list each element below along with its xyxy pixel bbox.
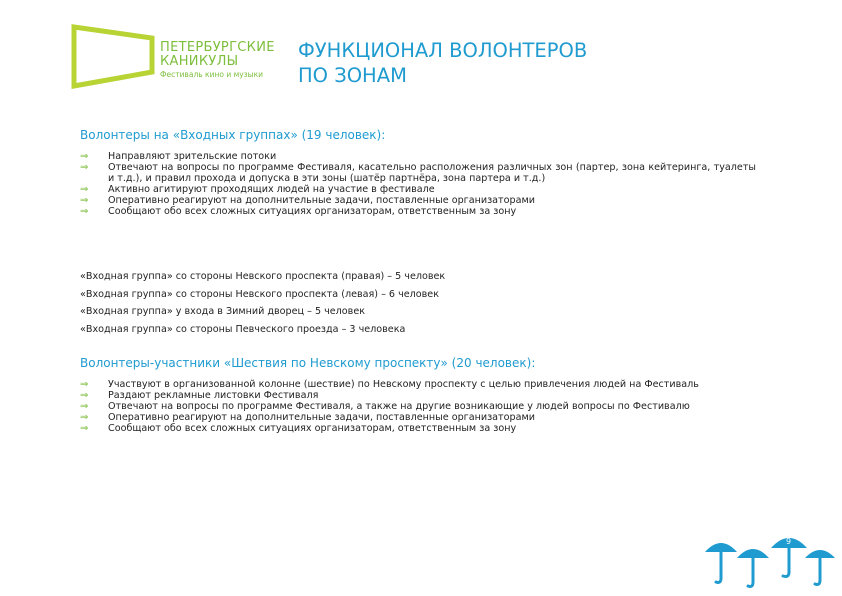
umbrella-icon bbox=[705, 543, 737, 583]
bullet-text: Активно агитируют проходящих людей на участие в фестивале bbox=[108, 184, 435, 195]
page-title-line-1: ФУНКЦИОНАЛ ВОЛОНТЕРОВ bbox=[298, 39, 588, 62]
umbrella-icon bbox=[805, 550, 835, 585]
bullet-item bbox=[80, 162, 756, 184]
bullet-item bbox=[80, 151, 756, 162]
arrow-bullet-icon: ⇒ bbox=[80, 206, 89, 217]
logo-frame-icon bbox=[71, 24, 155, 90]
arrow-bullet-icon: ⇒ bbox=[80, 379, 89, 390]
logo-subtitle: Фестиваль кино и музыки bbox=[160, 70, 264, 79]
bullet-text: Отвечают на вопросы по программе Фестиваля, а также на другие возникающие у людей вопросы по Фестивалю bbox=[108, 401, 690, 412]
page-number: 9 bbox=[786, 537, 792, 546]
umbrella-decoration bbox=[703, 530, 837, 590]
bullet-item bbox=[80, 195, 756, 206]
logo bbox=[160, 41, 275, 79]
logo-line-2: КАНИКУЛЫ bbox=[160, 54, 239, 69]
bullet-item bbox=[80, 379, 756, 390]
bullet-item bbox=[80, 412, 756, 423]
bullet-item bbox=[80, 423, 756, 434]
page-title bbox=[298, 38, 587, 88]
section2-heading: Волонтеры-участники «Шествия по Невскому проспекту» (20 человек): bbox=[80, 356, 536, 370]
bullet-text: Участвуют в организованной колонне (шествие) по Невскому проспекту с целью привлечения людей на Фестиваль bbox=[108, 379, 699, 390]
page-title-line-2: ПО ЗОНАМ bbox=[298, 64, 407, 87]
bullet-text: Раздают рекламные листовки Фестиваля bbox=[108, 390, 319, 401]
entry-group-line: «Входная группа» со стороны Невского проспекта (правая) – 5 человек bbox=[80, 271, 446, 282]
arrow-bullet-icon: ⇒ bbox=[80, 423, 89, 434]
logo-line-1: ПЕТЕРБУРГСКИЕ bbox=[160, 40, 275, 55]
bullet-text: Оперативно реагируют на дополнительные задачи, поставленные организаторами bbox=[108, 412, 535, 423]
arrow-bullet-icon: ⇒ bbox=[80, 195, 89, 206]
bullet-text: Сообщают обо всех сложных ситуациях организаторам, ответственным за зону bbox=[108, 423, 517, 434]
bullet-item bbox=[80, 401, 756, 412]
arrow-bullet-icon: ⇒ bbox=[80, 184, 89, 195]
section1-heading: Волонтеры на «Входных группах» (19 человек): bbox=[80, 128, 386, 142]
section1-bullet-list bbox=[80, 151, 756, 217]
arrow-bullet-icon: ⇒ bbox=[80, 151, 89, 162]
arrow-bullet-icon: ⇒ bbox=[80, 162, 89, 173]
arrow-bullet-icon: ⇒ bbox=[80, 390, 89, 401]
umbrella-icon bbox=[737, 549, 769, 587]
arrow-bullet-icon: ⇒ bbox=[80, 412, 89, 423]
entry-group-list bbox=[80, 268, 445, 338]
bullet-item bbox=[80, 390, 756, 401]
entry-group-line: «Входная группа» со стороны Невского проспекта (левая) – 6 человек bbox=[80, 288, 439, 300]
bullet-text: Оперативно реагируют на дополнительные задачи, поставленные организаторами bbox=[108, 195, 535, 206]
bullet-item bbox=[80, 206, 756, 217]
entry-group-line: «Входная группа» со стороны Певческого проезда – 3 человека bbox=[80, 323, 406, 335]
entry-group-line: «Входная группа» у входа в Зимний дворец – 5 человек bbox=[80, 306, 366, 317]
arrow-bullet-icon: ⇒ bbox=[80, 401, 89, 412]
bullet-text: Сообщают обо всех сложных ситуациях организаторам, ответственным за зону bbox=[108, 206, 517, 217]
bullet-item bbox=[80, 184, 756, 195]
bullet-text: Направляют зрительские потоки bbox=[108, 151, 277, 162]
bullet-text: Отвечают на вопросы по программе Фестиваля, касательно расположения различных зон (партер, зона кейтеринга, туалеты и т.д.), и правил прохода и допуска в эти зоны (шатёр партнёра, зона партера и т.д.) bbox=[108, 162, 756, 184]
section2-bullet-list bbox=[80, 379, 756, 434]
